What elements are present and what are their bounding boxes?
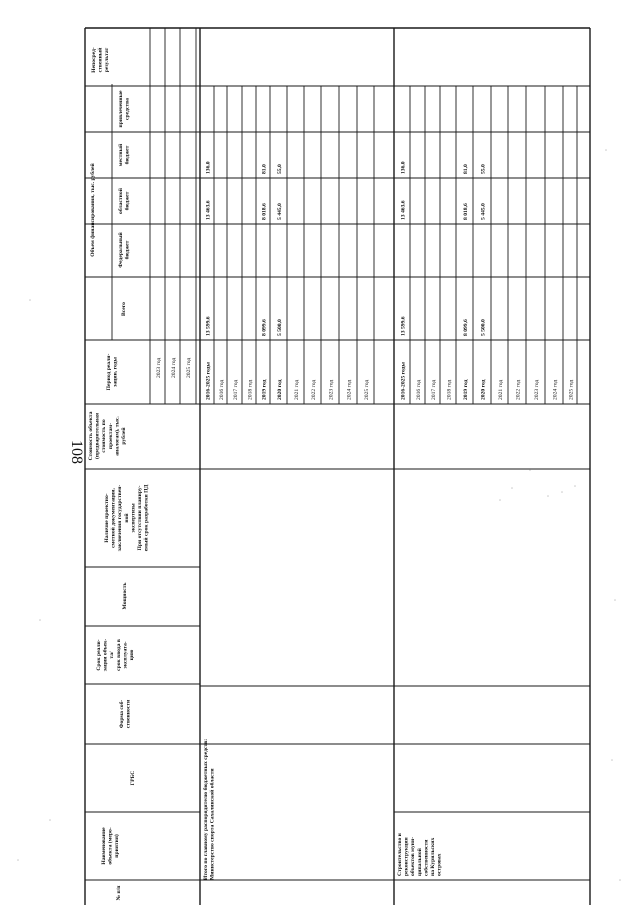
block1-title: Итого по главному распорядителю бюджетных средств:Министерство спорта Сахалинской области bbox=[203, 738, 216, 880]
top-year-3: 2025 год bbox=[186, 357, 192, 378]
scan-speck bbox=[49, 819, 51, 821]
table-text bbox=[87, 47, 575, 901]
block2-row-5-year: 2019 год bbox=[463, 379, 469, 400]
scan-speck bbox=[561, 491, 563, 493]
header-local-budget: местныйбюджет bbox=[118, 143, 131, 167]
block1-row-7-year: 2021 год bbox=[294, 379, 300, 400]
block2-row-3-year: 2017 год bbox=[431, 379, 437, 400]
block1-row-8-year: 2022 год bbox=[311, 379, 317, 400]
scan-speck bbox=[619, 879, 621, 881]
block2-row-1-total: 13 599,6 bbox=[400, 316, 407, 336]
block2-row-1-year: 2016-2025 годы bbox=[400, 362, 407, 400]
scan-speck bbox=[574, 485, 576, 487]
header-cost: Стоимость объекта(предварительнаястоимость попроектам-аналогам), тыс.рублей bbox=[88, 411, 127, 461]
header-total: Всего bbox=[121, 302, 127, 316]
header-other-funds: привлеченныесредства bbox=[118, 90, 131, 128]
block2-row-6-year: 2020 год bbox=[480, 379, 487, 400]
scan-speck bbox=[511, 487, 513, 489]
header-capacity: Мощность bbox=[122, 582, 128, 610]
scan-speck bbox=[499, 499, 501, 501]
block1-row-1-local: 136,0 bbox=[205, 161, 212, 174]
block2-row-6-local: 55,0 bbox=[480, 164, 487, 174]
block1-row-5-regional: 8 018,6 bbox=[261, 203, 268, 220]
header-grbs: ГРБС bbox=[130, 770, 136, 786]
block1-row-2-year: 2016 год bbox=[219, 379, 225, 400]
scan-speck bbox=[29, 299, 31, 301]
scan-speck bbox=[605, 149, 607, 151]
header-object-name: Наименованиеобъекта (меро-приятия) bbox=[101, 827, 121, 865]
block2-row-9-year: 2023 год bbox=[534, 379, 540, 400]
block2-row-8-year: 2022 год bbox=[515, 379, 522, 400]
block2-row-1-regional: 13 463,6 bbox=[400, 200, 407, 220]
scan-speck bbox=[39, 619, 41, 621]
block2-row-4-year: 2018 год bbox=[446, 379, 453, 400]
block1-row-6-year: 2020 год bbox=[277, 379, 283, 400]
block1-row-4-year: 2018 год bbox=[247, 379, 254, 400]
table-grid bbox=[85, 28, 590, 905]
block1-row-1-year: 2016-2025 годы bbox=[205, 362, 212, 400]
page-number: 108 bbox=[68, 440, 85, 464]
header-ownership: Форма соб-ственности bbox=[119, 699, 132, 729]
block1-row-6-local: 55,0 bbox=[277, 164, 283, 174]
top-year-2: 2024 год bbox=[171, 357, 177, 378]
block1-row-5-total: 8 099,6 bbox=[261, 319, 268, 336]
block1-row-1-regional: 13 463,6 bbox=[205, 200, 212, 220]
header-number: № п/п bbox=[116, 885, 122, 901]
block2-row-5-regional: 8 018,6 bbox=[463, 203, 469, 220]
block2-row-2-year: 2016 год bbox=[416, 379, 422, 400]
block2-row-11-year: 2025 год bbox=[568, 379, 575, 400]
scan-speck bbox=[614, 599, 616, 601]
header-years: Период реали-зации, годы bbox=[106, 353, 119, 391]
scan-speck bbox=[17, 859, 19, 861]
scan-speck bbox=[529, 469, 531, 471]
header-finance-group: Объем финансирования, тыс. рублей bbox=[90, 163, 96, 257]
block2-row-6-regional: 5 445,0 bbox=[480, 203, 487, 220]
header-regional-budget: областнойбюджет bbox=[118, 188, 131, 214]
block2-row-10-year: 2024 год bbox=[552, 379, 559, 400]
block1-row-9-year: 2023 год bbox=[328, 379, 335, 400]
scan-speck bbox=[547, 495, 549, 497]
block2-row-5-local: 81,0 bbox=[463, 164, 469, 174]
block1-row-10-year: 2024 год bbox=[346, 379, 353, 400]
header-result: Непосред-ственныйрезультат bbox=[91, 47, 111, 73]
block2-title: Строительство иреконструкцияобъектов муни-ципальнойсобственностина Курильскихостровах bbox=[397, 833, 443, 876]
header-project-period: Срок реали-зации объек-та/срок ввода вэксплуата-цию bbox=[96, 638, 135, 672]
block1-row-5-local: 81,0 bbox=[261, 164, 268, 174]
block2-row-6-total: 5 500,0 bbox=[480, 319, 487, 336]
block1-row-5-year: 2019 год bbox=[261, 379, 268, 400]
scan-speck bbox=[611, 759, 613, 761]
block1-row-11-year: 2025 год bbox=[364, 379, 370, 400]
header-psd: Наличие проектно-сметной документации,заключения государствен-нойэкспертизыПри отсутствии планиру-емый срок разработки ПД bbox=[104, 484, 150, 552]
block2-row-7-year: 2021 год bbox=[498, 379, 504, 400]
block1-row-1-total: 13 599,6 bbox=[205, 316, 212, 336]
block1-row-6-regional: 5 445,0 bbox=[277, 203, 283, 220]
block1-row-3-year: 2017 год bbox=[233, 379, 239, 400]
block2-row-1-local: 136,0 bbox=[400, 161, 407, 174]
block2-row-5-total: 8 099,6 bbox=[463, 319, 469, 336]
header-federal-budget: Федеральныйбюджет bbox=[118, 232, 131, 268]
top-year-1: 2023 год bbox=[156, 357, 162, 378]
block1-row-6-total: 5 500,0 bbox=[277, 319, 283, 336]
